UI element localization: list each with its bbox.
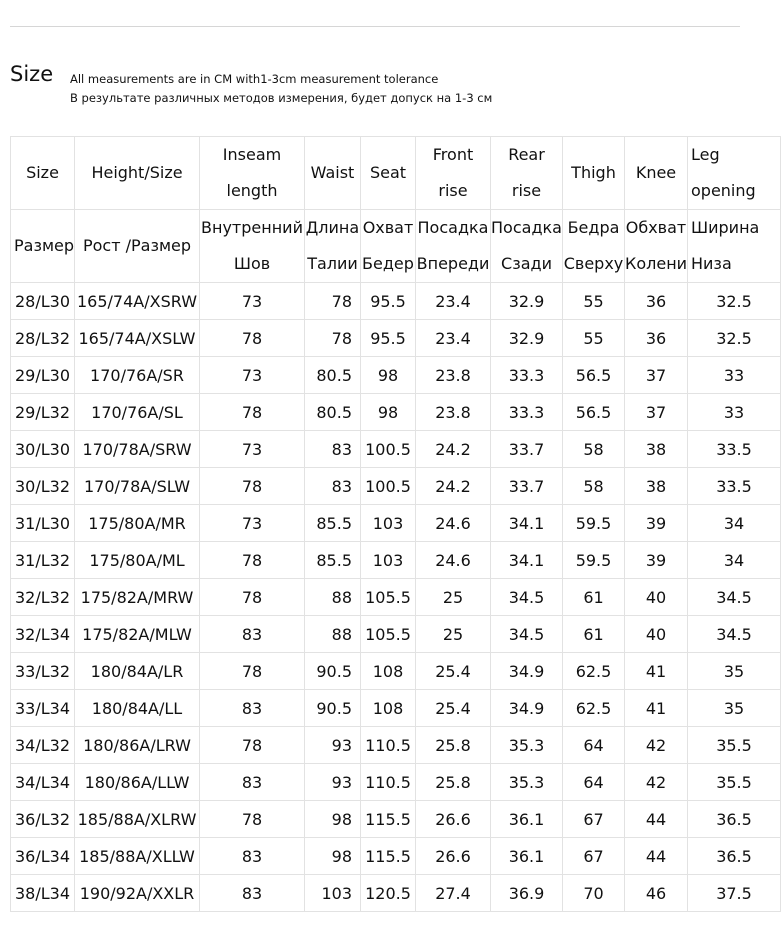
table-cell: 78 [200, 579, 305, 616]
table-row [11, 505, 781, 542]
table-cell: 44 [625, 801, 688, 838]
header-text: opening [691, 181, 756, 200]
header-cell [361, 137, 416, 210]
table-cell: 100.5 [361, 468, 416, 505]
table-cell: 34.5 [491, 616, 563, 653]
header-text: Шов [233, 254, 271, 273]
table-cell: 185/88A/XLRW [75, 801, 200, 838]
table-cell: 105.5 [361, 616, 416, 653]
table-cell: 36/L34 [11, 838, 75, 875]
table-cell: 78 [200, 801, 305, 838]
table-cell: 103 [361, 542, 416, 579]
table-cell: 25 [416, 579, 491, 616]
table-cell: 180/86A/LRW [75, 727, 200, 764]
header-text: Leg [691, 145, 720, 164]
table-cell: 36.5 [688, 801, 781, 838]
table-row [11, 431, 781, 468]
table-cell: 39 [625, 542, 688, 579]
table-cell: 36 [625, 283, 688, 320]
table-row [11, 542, 781, 579]
table-cell: 32.5 [688, 283, 781, 320]
table-cell: 36.9 [491, 875, 563, 912]
header-cell [563, 137, 625, 210]
header-text: Ширина [691, 218, 760, 237]
table-cell: 40 [625, 616, 688, 653]
table-cell: 34.5 [491, 579, 563, 616]
table-cell: 56.5 [563, 357, 625, 394]
table-cell: 32.5 [688, 320, 781, 357]
table-cell: 58 [563, 431, 625, 468]
table-cell: 62.5 [563, 690, 625, 727]
table-cell: 24.6 [416, 542, 491, 579]
header-text: rise [511, 181, 542, 200]
table-row [11, 801, 781, 838]
table-cell: 83 [305, 468, 361, 505]
table-cell: 27.4 [416, 875, 491, 912]
table-cell: 34/L34 [11, 764, 75, 801]
table-cell: 70 [563, 875, 625, 912]
table-row [11, 690, 781, 727]
table-cell: 36/L32 [11, 801, 75, 838]
table-cell: 98 [361, 394, 416, 431]
table-cell: 88 [305, 616, 361, 653]
header-cell [305, 210, 361, 283]
header-cell [11, 210, 75, 283]
header-text: Сзади [501, 254, 552, 273]
table-cell: 78 [200, 653, 305, 690]
table-cell: 98 [305, 838, 361, 875]
table-cell: 35 [688, 653, 781, 690]
note-russian: В результате различных методов измерения, будет допуск на 1-3 см [70, 91, 493, 105]
header-cell [200, 137, 305, 210]
table-cell: 37.5 [688, 875, 781, 912]
table-row [11, 394, 781, 431]
header-cell [416, 210, 491, 283]
header-text: Height/Size [91, 163, 183, 182]
table-cell: 41 [625, 690, 688, 727]
header-text: Size [26, 163, 59, 182]
table-row [11, 616, 781, 653]
table-cell: 64 [563, 764, 625, 801]
table-cell: 31/L32 [11, 542, 75, 579]
table-cell: 175/82A/MLW [75, 616, 200, 653]
table-cell: 33/L34 [11, 690, 75, 727]
table-row [11, 764, 781, 801]
header-text: Размер [14, 236, 75, 255]
header-cell [305, 137, 361, 210]
header-text: Бедер [362, 254, 414, 273]
table-cell: 83 [200, 690, 305, 727]
size-table-body [11, 137, 781, 912]
header-cell [75, 210, 200, 283]
table-cell: 35.5 [688, 764, 781, 801]
table-row [11, 838, 781, 875]
table-cell: 85.5 [305, 542, 361, 579]
table-cell: 85.5 [305, 505, 361, 542]
header-text: length [226, 181, 278, 200]
header-cell [688, 137, 781, 210]
table-cell: 25 [416, 616, 491, 653]
table-row [11, 357, 781, 394]
table-cell: 55 [563, 320, 625, 357]
header-cell [11, 137, 75, 210]
table-cell: 25.8 [416, 764, 491, 801]
table-cell: 83 [305, 431, 361, 468]
table-cell: 64 [563, 727, 625, 764]
table-cell: 36.5 [688, 838, 781, 875]
header-text: Охват [362, 218, 414, 237]
table-cell: 78 [200, 394, 305, 431]
table-cell: 73 [200, 505, 305, 542]
page-title: Size [10, 62, 54, 86]
header-cell [416, 137, 491, 210]
header-text: Талии [307, 254, 358, 273]
table-row [11, 283, 781, 320]
table-cell: 170/78A/SLW [75, 468, 200, 505]
header-cell [625, 210, 688, 283]
header-cell [491, 210, 563, 283]
table-cell: 25.8 [416, 727, 491, 764]
header-text: Внутренний [201, 218, 303, 237]
header-text: Seat [369, 163, 407, 182]
table-cell: 44 [625, 838, 688, 875]
table-cell: 35.3 [491, 764, 563, 801]
table-cell: 90.5 [305, 653, 361, 690]
table-row [11, 875, 781, 912]
table-cell: 175/82A/MRW [75, 579, 200, 616]
table-cell: 73 [200, 283, 305, 320]
header-text: Сверху [563, 254, 624, 273]
table-cell: 34 [688, 542, 781, 579]
header-text: Rear [508, 145, 545, 164]
table-row [11, 653, 781, 690]
table-cell: 78 [305, 320, 361, 357]
table-cell: 35.3 [491, 727, 563, 764]
table-cell: 38 [625, 468, 688, 505]
table-cell: 46 [625, 875, 688, 912]
table-cell: 175/80A/ML [75, 542, 200, 579]
table-cell: 98 [361, 357, 416, 394]
table-cell: 115.5 [361, 801, 416, 838]
header-cell [625, 137, 688, 210]
table-cell: 37 [625, 357, 688, 394]
table-cell: 23.8 [416, 357, 491, 394]
table-cell: 80.5 [305, 394, 361, 431]
header-text: Бедра [567, 218, 620, 237]
table-cell: 95.5 [361, 283, 416, 320]
measurement-notes [70, 70, 492, 108]
table-cell: 30/L30 [11, 431, 75, 468]
table-cell: 115.5 [361, 838, 416, 875]
table-cell: 180/86A/LLW [75, 764, 200, 801]
table-cell: 108 [361, 653, 416, 690]
header-text: Посадка [417, 218, 489, 237]
table-cell: 38 [625, 431, 688, 468]
table-cell: 33.3 [491, 357, 563, 394]
table-cell: 88 [305, 579, 361, 616]
table-cell: 56.5 [563, 394, 625, 431]
header-text: Thigh [571, 163, 616, 182]
table-cell: 36.1 [491, 801, 563, 838]
table-cell: 29/L30 [11, 357, 75, 394]
table-cell: 110.5 [361, 764, 416, 801]
table-cell: 32.9 [491, 283, 563, 320]
header-cell [688, 210, 781, 283]
table-cell: 190/92A/XXLR [75, 875, 200, 912]
header-text: Обхват [625, 218, 687, 237]
table-cell: 62.5 [563, 653, 625, 690]
table-cell: 185/88A/XLLW [75, 838, 200, 875]
table-cell: 58 [563, 468, 625, 505]
table-cell: 73 [200, 431, 305, 468]
header-text: Посадка [491, 218, 562, 237]
table-cell: 55 [563, 283, 625, 320]
header-row-russian [11, 210, 781, 283]
table-cell: 80.5 [305, 357, 361, 394]
header-text: Рост /Размер [82, 236, 192, 255]
table-cell: 95.5 [361, 320, 416, 357]
table-cell: 78 [200, 468, 305, 505]
table-cell: 100.5 [361, 431, 416, 468]
header-cell [200, 210, 305, 283]
table-cell: 83 [200, 764, 305, 801]
header-cell [491, 137, 563, 210]
table-cell: 78 [305, 283, 361, 320]
table-cell: 93 [305, 764, 361, 801]
table-cell: 36 [625, 320, 688, 357]
table-cell: 33/L32 [11, 653, 75, 690]
table-cell: 34.1 [491, 505, 563, 542]
table-cell: 35.5 [688, 727, 781, 764]
table-cell: 34.5 [688, 616, 781, 653]
header-cell [361, 210, 416, 283]
size-chart [10, 136, 760, 911]
table-cell: 73 [200, 357, 305, 394]
table-cell: 108 [361, 690, 416, 727]
table-cell: 24.6 [416, 505, 491, 542]
header-cell [75, 137, 200, 210]
header-text: Knee [635, 163, 677, 182]
table-cell: 59.5 [563, 505, 625, 542]
table-cell: 83 [200, 616, 305, 653]
table-cell: 35 [688, 690, 781, 727]
top-divider [10, 26, 740, 27]
table-cell: 33.5 [688, 468, 781, 505]
table-cell: 33.5 [688, 431, 781, 468]
table-cell: 39 [625, 505, 688, 542]
header-text: Колени [625, 254, 688, 273]
table-cell: 40 [625, 579, 688, 616]
table-cell: 32.9 [491, 320, 563, 357]
table-cell: 33.3 [491, 394, 563, 431]
table-cell: 36.1 [491, 838, 563, 875]
table-cell: 98 [305, 801, 361, 838]
table-cell: 33 [688, 394, 781, 431]
header-text: Front [432, 145, 474, 164]
table-cell: 170/78A/SRW [75, 431, 200, 468]
table-cell: 165/74A/XSLW [75, 320, 200, 357]
size-table [10, 136, 781, 912]
table-row [11, 727, 781, 764]
table-cell: 26.6 [416, 838, 491, 875]
table-cell: 120.5 [361, 875, 416, 912]
table-cell: 170/76A/SL [75, 394, 200, 431]
table-cell: 37 [625, 394, 688, 431]
header-text: Waist [310, 163, 355, 182]
header-cell [563, 210, 625, 283]
table-cell: 105.5 [361, 579, 416, 616]
table-cell: 30/L32 [11, 468, 75, 505]
table-cell: 83 [200, 875, 305, 912]
table-cell: 34.9 [491, 653, 563, 690]
table-cell: 110.5 [361, 727, 416, 764]
note-english: All measurements are in CM with1-3cm measurement tolerance [70, 72, 439, 86]
table-cell: 175/80A/MR [75, 505, 200, 542]
table-cell: 33.7 [491, 468, 563, 505]
table-cell: 34.1 [491, 542, 563, 579]
table-row [11, 320, 781, 357]
table-cell: 32/L34 [11, 616, 75, 653]
table-cell: 78 [200, 727, 305, 764]
table-cell: 25.4 [416, 653, 491, 690]
table-cell: 180/84A/LR [75, 653, 200, 690]
table-cell: 59.5 [563, 542, 625, 579]
table-cell: 24.2 [416, 431, 491, 468]
table-cell: 90.5 [305, 690, 361, 727]
table-row [11, 579, 781, 616]
table-cell: 26.6 [416, 801, 491, 838]
table-cell: 23.4 [416, 320, 491, 357]
header-text: Inseam [222, 145, 282, 164]
table-row [11, 468, 781, 505]
table-cell: 78 [200, 320, 305, 357]
header-text: rise [438, 181, 468, 200]
header-row-english [11, 137, 781, 210]
table-cell: 32/L32 [11, 579, 75, 616]
table-cell: 41 [625, 653, 688, 690]
table-cell: 28/L30 [11, 283, 75, 320]
table-cell: 23.8 [416, 394, 491, 431]
table-cell: 33.7 [491, 431, 563, 468]
table-cell: 42 [625, 764, 688, 801]
table-cell: 165/74A/XSRW [75, 283, 200, 320]
table-cell: 34/L32 [11, 727, 75, 764]
table-cell: 103 [305, 875, 361, 912]
table-cell: 34.9 [491, 690, 563, 727]
table-cell: 38/L34 [11, 875, 75, 912]
table-cell: 25.4 [416, 690, 491, 727]
table-cell: 34 [688, 505, 781, 542]
table-cell: 78 [200, 542, 305, 579]
table-cell: 28/L32 [11, 320, 75, 357]
table-cell: 33 [688, 357, 781, 394]
table-cell: 170/76A/SR [75, 357, 200, 394]
table-cell: 42 [625, 727, 688, 764]
table-cell: 61 [563, 579, 625, 616]
table-cell: 103 [361, 505, 416, 542]
table-cell: 83 [200, 838, 305, 875]
table-cell: 24.2 [416, 468, 491, 505]
table-cell: 180/84A/LL [75, 690, 200, 727]
table-cell: 23.4 [416, 283, 491, 320]
header-text: Впереди [416, 254, 490, 273]
table-cell: 67 [563, 801, 625, 838]
table-cell: 61 [563, 616, 625, 653]
table-cell: 93 [305, 727, 361, 764]
table-cell: 34.5 [688, 579, 781, 616]
table-cell: 67 [563, 838, 625, 875]
header-text: Низа [691, 254, 732, 273]
table-cell: 31/L30 [11, 505, 75, 542]
table-cell: 29/L32 [11, 394, 75, 431]
header-text: Длина [305, 218, 360, 237]
